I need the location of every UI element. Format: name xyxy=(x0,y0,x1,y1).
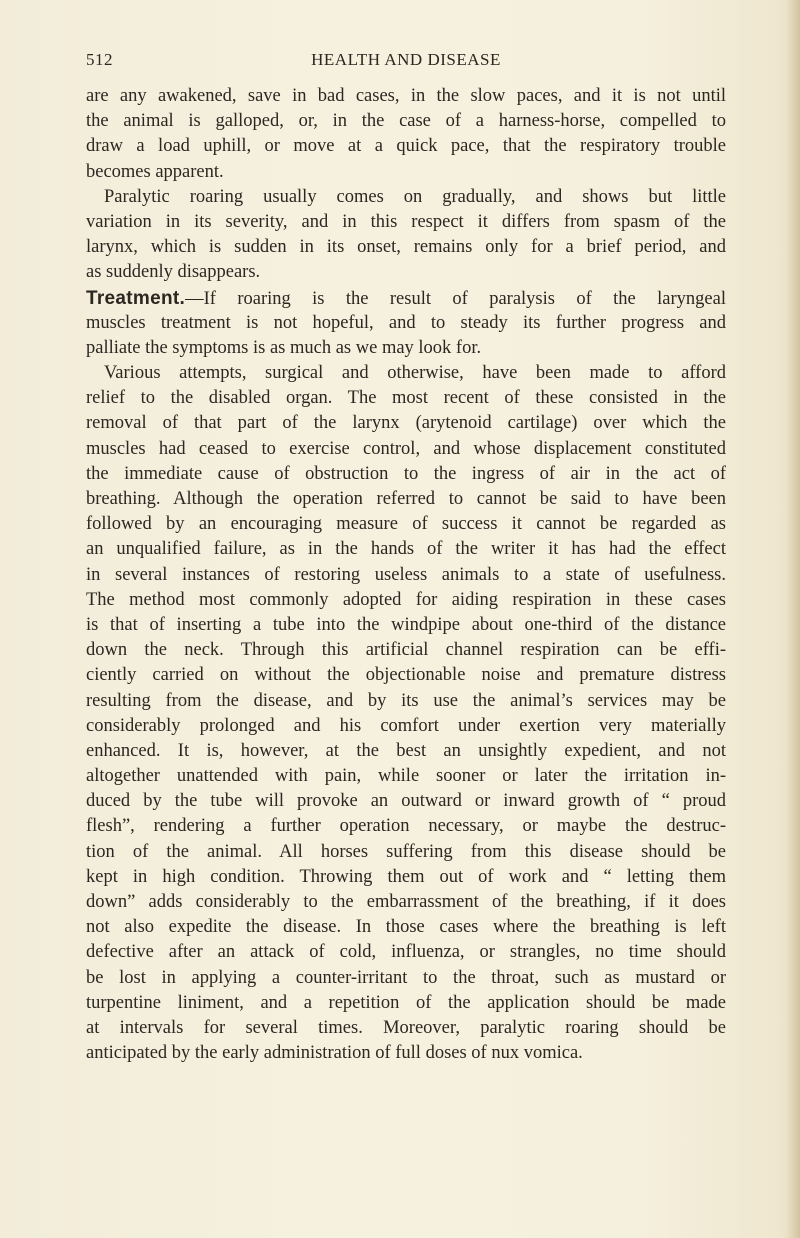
text-line: followed by an encouraging measure of success it cannot be regarded as xyxy=(86,514,726,535)
text-line: resulting from the disease, and by its use the animal’s services may be xyxy=(86,690,726,711)
heading-line-text: —If roaring is the result of paralysis of the laryngeal xyxy=(185,288,726,309)
text-line: is that of inserting a tube into the windpipe about one-third of the distance xyxy=(86,614,726,635)
text-line: are any awakened, save in bad cases, in the slow paces, and it is not until xyxy=(86,86,726,106)
text-line: palliate the symptoms is as much as we may look for. xyxy=(86,337,482,358)
text-line: removal of that part of the larynx (arytenoid cartilage) over which the xyxy=(86,413,726,434)
text-line: the immediate cause of obstruction to the ingress of air in the act of xyxy=(86,463,726,484)
text-line: not also expedite the disease. In those cases where the breathing is left xyxy=(86,917,726,938)
text-line: draw a load uphill, or move at a quick pace, that the respiratory trouble xyxy=(86,136,726,157)
text-line: larynx, which is sudden in its onset, remains only for a brief period, and xyxy=(86,237,726,258)
text-line: considerably prolonged and his comfort under exertion very materially xyxy=(86,715,726,736)
text-line: enhanced. It is, however, at the best an unsightly expedient, and not xyxy=(86,740,726,761)
text-line: at intervals for several times. Moreover, paralytic roaring should be xyxy=(86,1017,726,1038)
text-line xyxy=(86,286,726,311)
text-line: The method most commonly adopted for aiding respiration in these cases xyxy=(86,589,726,610)
section-heading: Treatment. xyxy=(86,287,186,309)
text-line: an unqualified failure, as in the hands of the writer it has had the effect xyxy=(86,539,726,560)
text-line: defective after an attack of cold, influenza, or strangles, no time should xyxy=(86,942,726,963)
text-line: variation in its severity, and in this respect it differs from spasm of the xyxy=(86,211,726,232)
text-line: relief to the disabled organ. The most recent of these consisted in the xyxy=(86,388,726,409)
page-number: 512 xyxy=(86,50,113,69)
page-header xyxy=(86,50,726,74)
paragraph-4 xyxy=(86,361,726,1066)
text-line: altogether unattended with pain, while sooner or later the irritation in- xyxy=(86,766,726,787)
text-line: anticipated by the early administration of full doses of nux vomica. xyxy=(86,1043,583,1064)
text-line: kept in high condition. Throwing them out of work and “ letting them xyxy=(86,866,726,887)
text-line: as suddenly disappears. xyxy=(86,262,261,283)
text-line: duced by the tube will provoke an outward or inward growth of “ proud xyxy=(86,791,726,812)
text-line: the animal is galloped, or, in the case of a harness-horse, compelled to xyxy=(86,111,726,132)
paragraph-2 xyxy=(86,185,726,286)
text-line: flesh”, rendering a further operation necessary, or maybe the destruc- xyxy=(86,816,726,837)
text-line: in several instances of restoring useless animals to a state of usefulness. xyxy=(86,564,726,585)
text-line: ciently carried on without the objectionable noise and premature distress xyxy=(86,665,726,686)
text-line: Various attempts, surgical and otherwise, have been made to afford xyxy=(104,363,726,384)
running-head: HEALTH AND DISEASE xyxy=(311,50,501,69)
text-line: muscles treatment is not hopeful, and to steady its further progress and xyxy=(86,312,726,333)
paragraph-1 xyxy=(86,84,726,185)
text-line: muscles had ceased to exercise control, and whose displacement constituted xyxy=(86,438,726,459)
text-line: breathing. Although the operation referred to cannot be said to have been xyxy=(86,489,726,509)
text-line: turpentine liniment, and a repetition of the application should be made xyxy=(86,992,726,1013)
page-edge-shadow xyxy=(786,0,800,1238)
text-line: down the neck. Through this artificial channel respiration can be effi- xyxy=(86,640,726,661)
text-line: Paralytic roaring usually comes on gradually, and shows but little xyxy=(104,186,726,207)
text-line: be lost in applying a counter-irritant to the throat, such as mustard or xyxy=(86,967,726,988)
text-line: becomes apparent. xyxy=(86,161,224,182)
paragraph-treatment xyxy=(86,286,726,362)
text-line: tion of the animal. All horses suffering from this disease should be xyxy=(86,841,726,862)
body-text xyxy=(86,84,726,1066)
text-line: down” adds considerably to the embarrassment of the breathing, if it does xyxy=(86,892,726,912)
